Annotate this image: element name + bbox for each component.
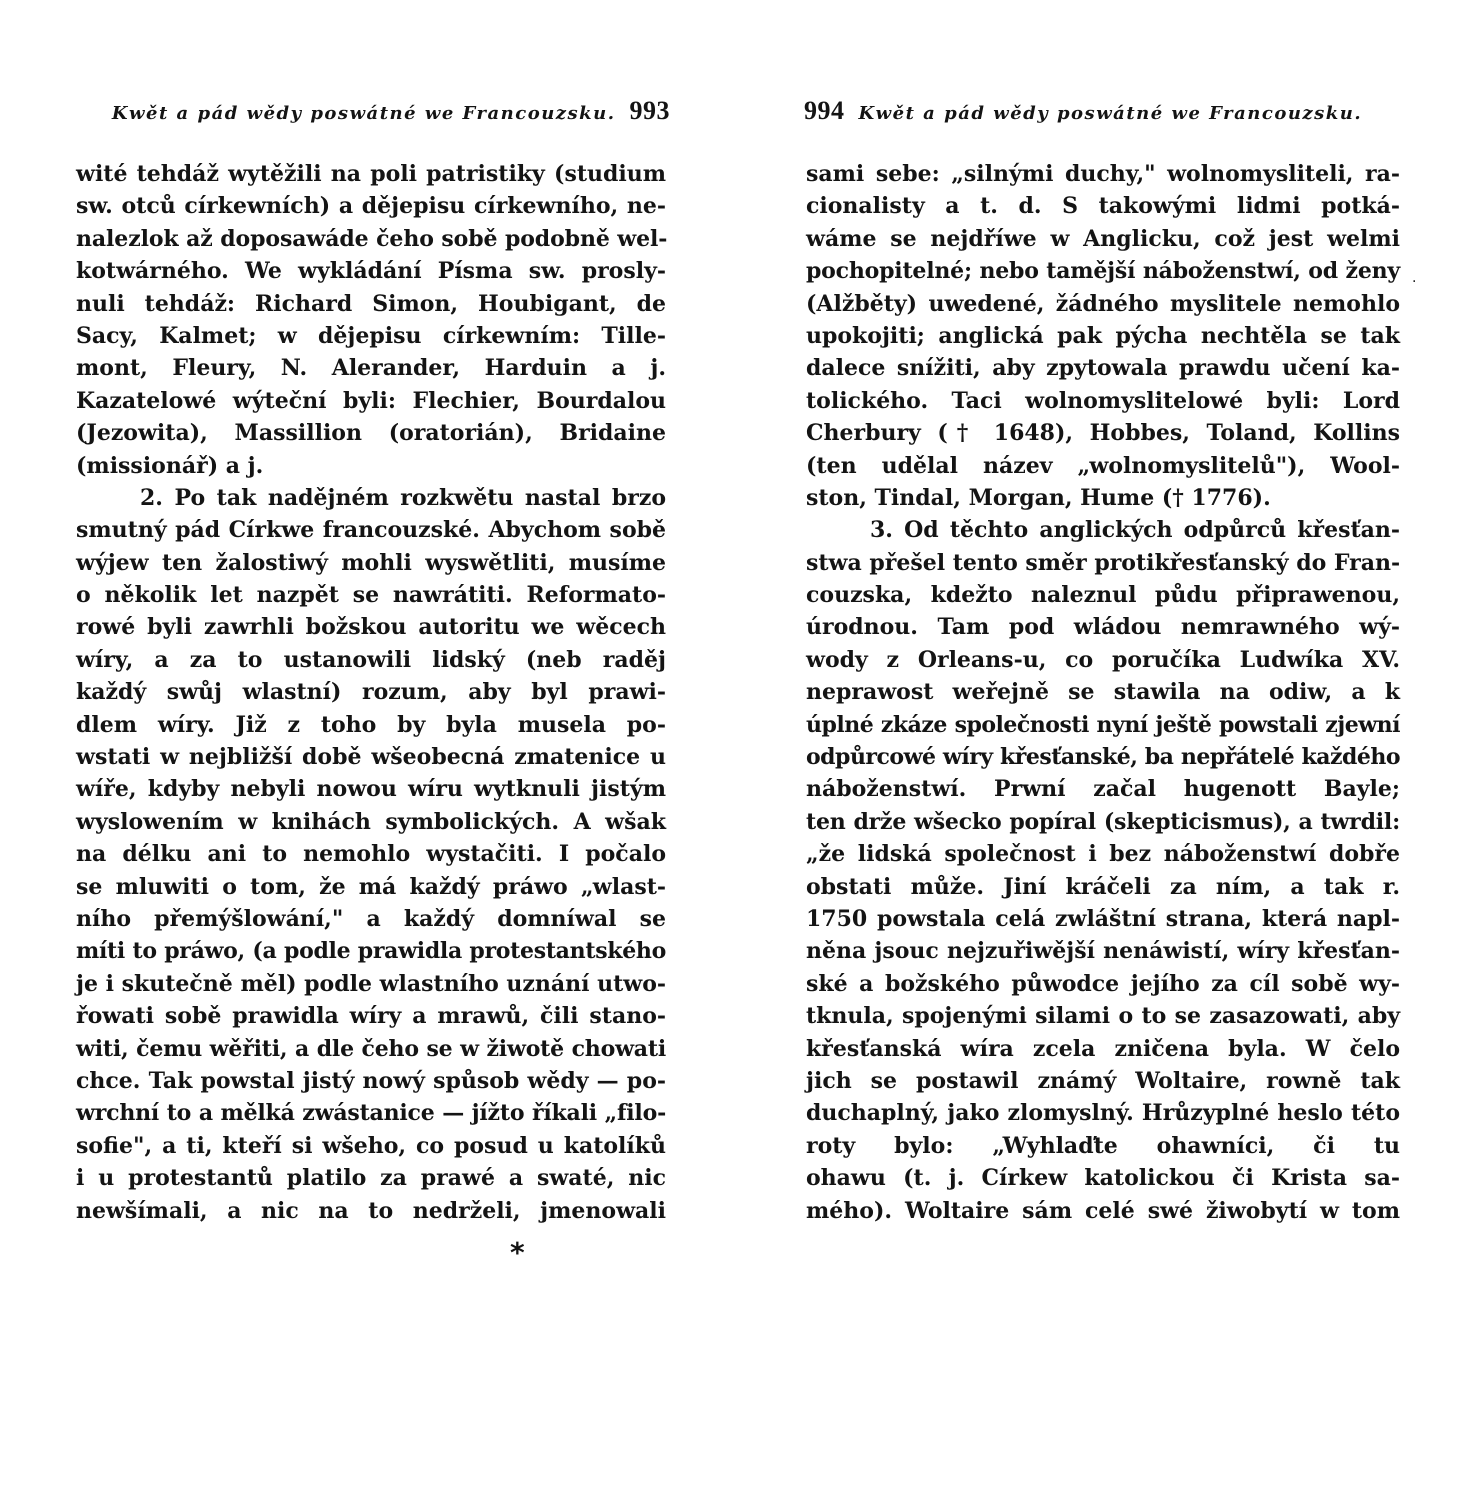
text-line: ohawu (t. j. Církew katolickou či Krista sa- — [806, 1165, 1400, 1192]
text-line: wýjew ten žalostiwý mohli wyswětliti, musíme — [76, 549, 666, 576]
right-page — [740, 0, 1480, 1500]
text-line: tknula, spojenými silami o to se zasazowati, aby — [806, 1003, 1400, 1030]
text-line: duchaplný, jako zlomyslný. Hrůzyplné heslo této — [806, 1100, 1400, 1127]
text-line: úrodnou. Tam pod wládou nemrawného wý- — [806, 614, 1400, 641]
text-line: odpůrcowé wíry křesťanské, ba nepřátelé každého — [806, 744, 1400, 771]
text-line: wíře, kdyby nebyli nowou wíru wytknuli jistým — [76, 776, 666, 803]
text-line: křesťanská wíra zcela zničena byla. W čelo — [806, 1035, 1400, 1062]
text-line: jich se postawil známý Woltaire, rowně tak — [806, 1067, 1400, 1094]
text-line: je i skutečně měl) podle wlastního uznání utwo- — [76, 970, 667, 997]
text-line: wyslowením w knihách symbolických. A wšak — [76, 808, 666, 835]
text-line: (Alžběty) uwedené, žádného myslitele nemohlo — [806, 290, 1400, 317]
text-line: couzska, kdežto naleznul půdu připrawenou, — [806, 582, 1400, 609]
text-line: míti to práwo, (a podle prawidla protestantského — [76, 938, 666, 965]
text-line: (missionář) a j. — [76, 452, 264, 479]
text-line: na délku ani to nemohlo wystačiti. I počalo — [76, 841, 666, 868]
page-number: 993 — [629, 96, 670, 125]
text-line: něna jsouc nejzuřiwější nenáwistí, wíry křesťan- — [806, 938, 1400, 965]
text-line: ské a božského půwodce jejího za cíl sobě wy- — [806, 970, 1400, 997]
text-line: sofie", a ti, kteří si wšeho, co posud u katolíků — [76, 1132, 666, 1159]
text-line: Kazatelowé wýteční byli: Flechier, Bourdalou — [76, 387, 666, 414]
text-line: pochopitelné; nebo tamější náboženstwí, od ženy — [806, 258, 1400, 285]
text-line: „že lidská společnost i bez náboženstwí dobře — [806, 841, 1400, 868]
text-line: řowati sobě prawidla wíry a mrawů, čili stano- — [76, 1003, 666, 1030]
left-page-header — [111, 96, 670, 132]
text-line: chce. Tak powstal jistý nowý spůsob wědy — po- — [76, 1067, 666, 1094]
text-line: wody z Orleans-u, co poručíka Ludwíka XV. — [806, 646, 1400, 673]
text-line: o několik let nazpět se nawrátiti. Reformato- — [76, 582, 666, 609]
signature-mark: * — [510, 1236, 525, 1269]
text-line: wáme se nejdříwe w Anglicku, což jest welmi — [806, 225, 1400, 252]
text-line: sw. otců církewních) a dějepisu církewního, ne- — [76, 193, 666, 220]
text-line: rowé byli zawrhli božskou autoritu we wěcech — [76, 614, 666, 641]
paragraph-start-line: 2. Po tak nadějném rozkwětu nastal brzo — [140, 484, 666, 511]
text-line: witi, čemu wěřiti, a dle čeho se w žiwotě chowati — [76, 1035, 666, 1062]
text-line: Sacy, Kalmet; w dějepisu církewním: Tille- — [76, 322, 666, 349]
text-line: cionalisty a t. d. S takowými lidmi potká- — [806, 193, 1400, 220]
text-line: dlem wíry. Již z toho by byla musela po- — [76, 711, 666, 738]
text-line: wstati w nejbližší době wšeobecná zmatenice u — [76, 744, 666, 771]
text-line: každý swůj wlastní) rozum, aby byl prawi- — [76, 679, 666, 706]
text-line: wíry, a za to ustanowili lidský (neb raděj — [76, 646, 666, 673]
left-page-text — [76, 158, 666, 1227]
text-line: ston, Tindal, Morgan, Hume († 1776). — [806, 484, 1271, 511]
text-line: mého). Woltaire sám celé swé žiwobytí w tom — [806, 1197, 1400, 1224]
text-line: upokojiti; anglická pak pýcha nechtěla se tak — [806, 322, 1400, 349]
text-line: obstati může. Jiní kráčeli za ním, a tak r. — [806, 873, 1400, 900]
text-line: (ten udělal název „wolnomyslitelů"), Wool- — [806, 452, 1400, 479]
text-line: sami sebe: „silnými duchy," wolnomysliteli, ra- — [806, 161, 1400, 187]
text-line: náboženstwí. Prwní začal hugenott Bayle; — [806, 776, 1400, 803]
text-line: nuli tehdáž: Richard Simon, Houbigant, de — [76, 290, 666, 317]
running-title: Kwět a pád wědy poswátné we Francouzsku. — [111, 103, 616, 124]
margin-mark: . — [1412, 270, 1417, 286]
text-line: (Jezowita), Massillion (oratorián), Bridaine — [76, 420, 666, 447]
text-line: dalece snížiti, aby zpytowala prawdu učení ka- — [806, 355, 1400, 382]
paragraph-start-line: 3. Od těchto anglických odpůrců křesťan- — [870, 517, 1400, 544]
text-line: wrchní to a mělká zwástanice — jížto říkali „filo- — [76, 1100, 666, 1127]
right-page-text — [806, 158, 1400, 1227]
text-line: mont, Fleury, N. Alerander, Harduin a j. — [76, 355, 666, 382]
text-line: newšímali, a nic na to nedrželi, jmenowali — [76, 1197, 666, 1224]
text-line: smutný pád Církwe francouzské. Abychom sobě — [76, 517, 666, 544]
text-line: 1750 powstala celá zwláštní strana, která napl- — [806, 905, 1400, 932]
text-line: Cherbury († 1648), Hobbes, Toland, Kollins — [806, 420, 1400, 447]
text-line: roty bylo: „Wyhlaďte ohawníci, či tu — [806, 1132, 1400, 1159]
text-line: tolického. Taci wolnomyslitelowé byli: Lord — [806, 387, 1400, 414]
page-number: 994 — [804, 96, 845, 125]
text-line: nalezlok až doposawáde čeho sobě podobně wel- — [76, 225, 668, 252]
text-line: wité tehdáž wytěžili na poli patristiky (studium — [76, 161, 666, 187]
text-line: kotwárného. We wykládání Písma sw. prosly- — [76, 258, 666, 285]
running-title: Kwět a pád wědy poswátné we Francouzsku. — [858, 103, 1363, 124]
text-line: i u protestantů platilo za prawé a swaté, nic — [76, 1165, 666, 1192]
text-line: stwa přešel tento směr protikřesťanský do Fran- — [806, 549, 1401, 576]
text-line: neprawost weřejně se stawila na odiw, a k — [806, 679, 1400, 706]
text-line: se mluwiti o tom, že má každý práwo „wlast- — [76, 873, 666, 900]
text-line: úplné zkáze společnosti nyní ještě powstali zjewní — [806, 711, 1400, 738]
text-line: ten drže wšecko popíral (skepticismus), a twrdil: — [806, 808, 1400, 835]
right-page-header — [804, 96, 1404, 132]
text-line: ního přemýšlowání," a každý domníwal se — [76, 905, 666, 932]
